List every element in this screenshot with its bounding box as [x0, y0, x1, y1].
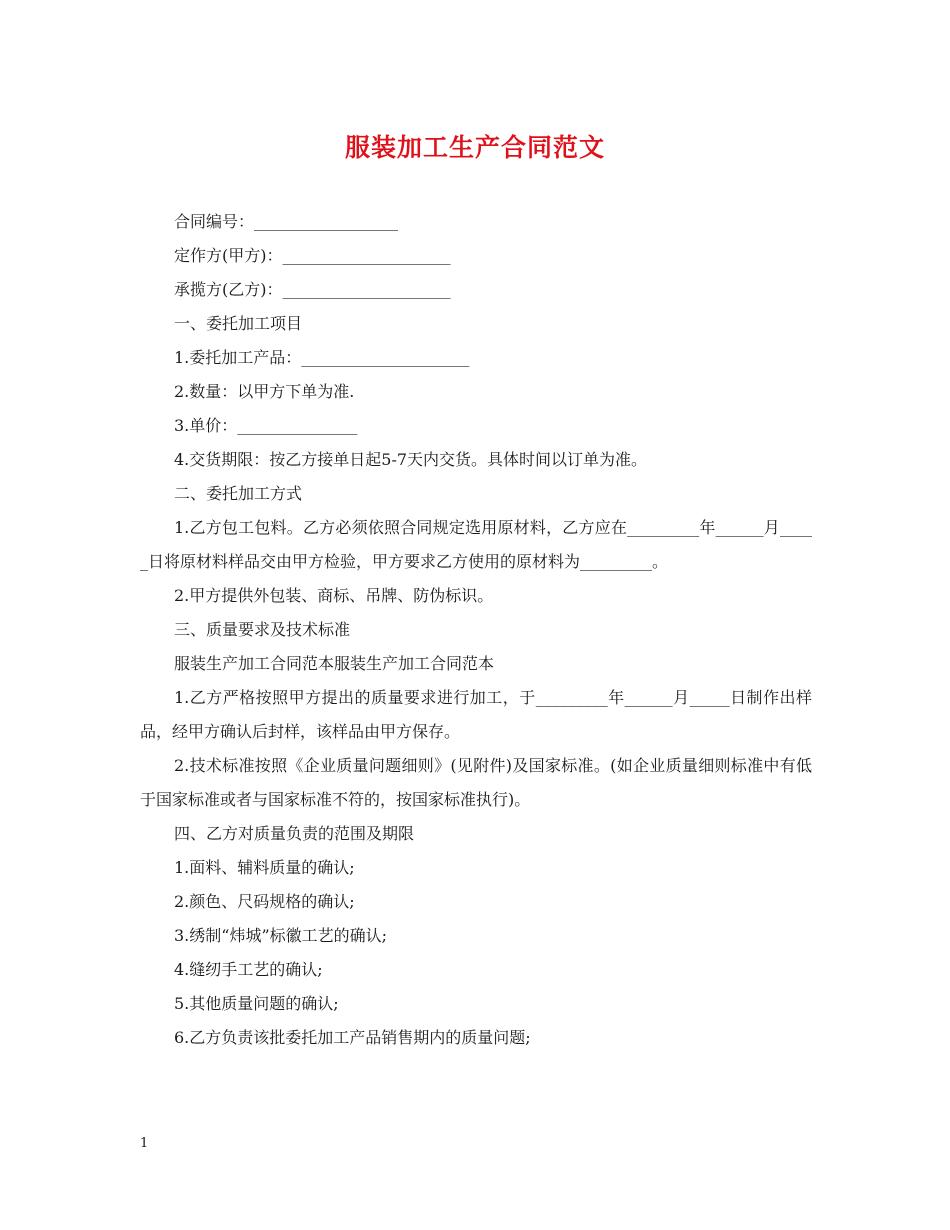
- paragraph: 2.甲方提供外包装、商标、吊牌、防伪标识。: [174, 586, 494, 605]
- section-heading-2: 二、委托加工方式: [174, 484, 303, 503]
- section-heading-4: 四、乙方对质量负责的范围及期限: [174, 824, 415, 843]
- page-number: 1: [140, 1136, 149, 1151]
- document-title: 服装加工生产合同范文: [344, 133, 605, 162]
- section-heading-3: 三、质量要求及技术标准: [174, 620, 351, 639]
- party-a-line: 定作方(甲方)：_____________________: [174, 246, 451, 265]
- paragraph: 2.技术标准按照《企业质量问题细则》(见附件)及国家标准。(如企业质量细则标准中有低于国家标准或者与国家标准不符的，按国家标准执行)。: [140, 756, 812, 809]
- paragraph: 3.绣制“炜城”标徽工艺的确认;: [174, 926, 388, 945]
- paragraph: 1.乙方严格按照甲方提出的质量要求进行加工，于_________年______月_____日制作出样品，经甲方确认后封样，该样品由甲方保存。: [140, 688, 812, 741]
- paragraph: 1.面料、辅料质量的确认;: [174, 858, 355, 877]
- paragraph: 3.单价：_______________: [174, 416, 358, 435]
- paragraph: 2.颜色、尺码规格的确认;: [174, 892, 355, 911]
- paragraph: 服装生产加工合同范本服装生产加工合同范本: [174, 654, 495, 673]
- paragraph: 1.委托加工产品：_____________________: [174, 348, 470, 367]
- party-b-line: 承揽方(乙方)：_____________________: [174, 280, 451, 299]
- paragraph: 2.数量：以甲方下单为准.: [174, 382, 355, 401]
- paragraph: 1.乙方包工包料。乙方必须依照合同规定选用原材料，乙方应在_________年______月_____日将原材料样品交由甲方检验，甲方要求乙方使用的原材料为_________。: [140, 518, 812, 571]
- paragraph: 6.乙方负责该批委托加工产品销售期内的质量问题;: [174, 1028, 531, 1047]
- paragraph: 4.缝纫手工艺的确认;: [174, 960, 323, 979]
- document-body: [140, 205, 812, 1055]
- paragraph: 4.交货期限：按乙方接单日起5-7天内交货。具体时间以订单为准。: [174, 450, 648, 469]
- section-heading-1: 一、委托加工项目: [174, 314, 303, 333]
- contract-number-line: 合同编号：__________________: [174, 212, 399, 231]
- paragraph: 5.其他质量问题的确认;: [174, 994, 339, 1013]
